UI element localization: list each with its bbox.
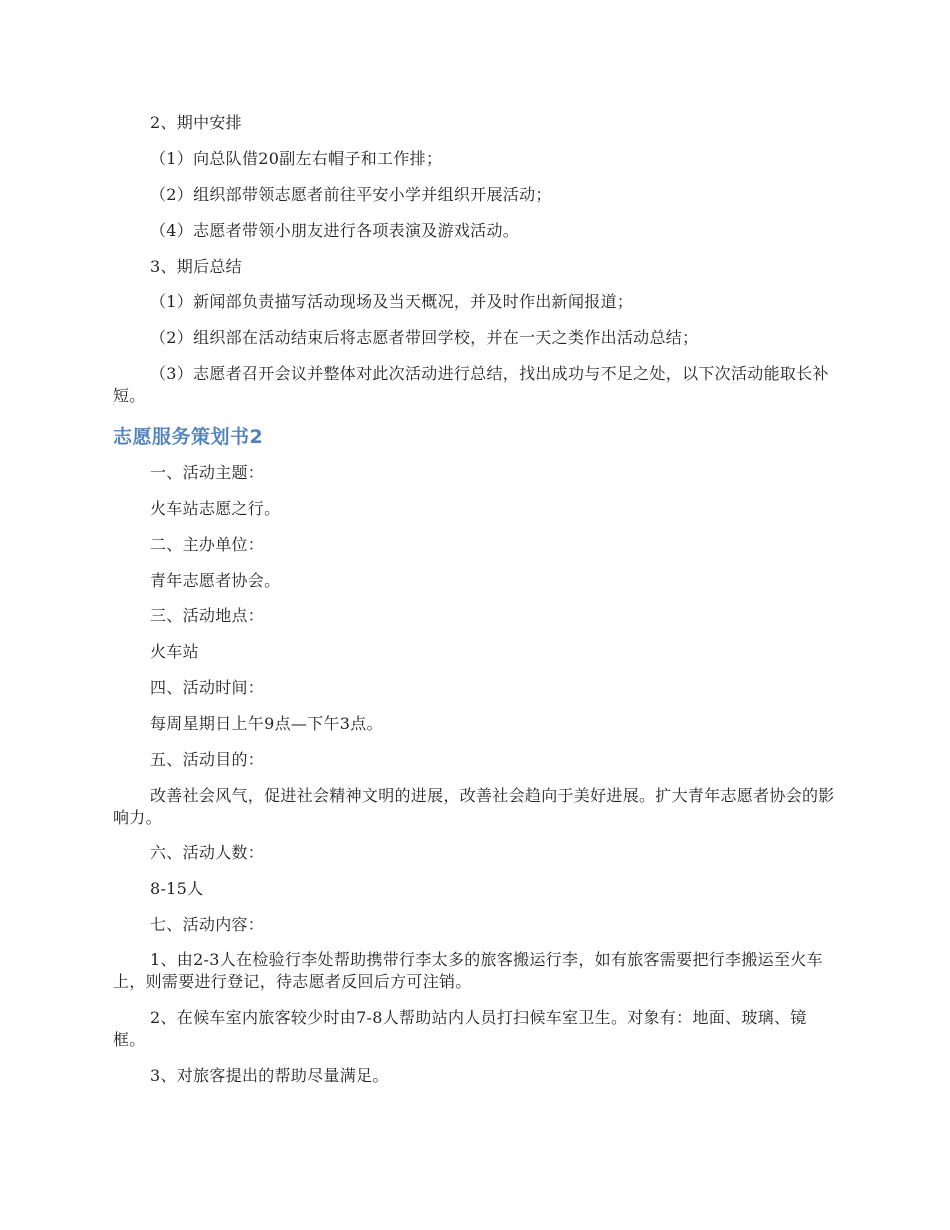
content-item-1: 1、由2-3人在检验行李处帮助携带行李太多的旅客搬运行李，如有旅客需要把行李搬运至火车上，则需要进行登记，待志愿者反回后方可注销。 (113, 950, 823, 991)
mid-item-3: （4）志愿者带领小朋友进行各项表演及游戏活动。 (150, 221, 520, 240)
theme-value: 火车站志愿之行。 (150, 499, 281, 518)
purpose-value: 改善社会风气，促进社会精神文明的进展，改善社会趋向于美好进展。扩大青年志愿者协会的影响力。 (113, 786, 835, 827)
post-item-1: （1）新闻部负责描写活动现场及当天概况，并及时作出新闻报道； (150, 292, 634, 311)
time-value: 每周星期日上午9点—下午3点。 (150, 714, 383, 733)
location-label: 三、活动地点： (150, 606, 265, 625)
post-item-3: （3）志愿者召开会议并整体对此次活动进行总结，找出成功与不足之处，以下次活动能取长补短。 (113, 364, 829, 405)
organizer-value: 青年志愿者协会。 (150, 571, 281, 590)
purpose-label: 五、活动目的： (150, 750, 265, 769)
content-item-2: 2、在候车室内旅客较少时由7-8人帮助站内人员打扫候车室卫生。对象有：地面、玻璃、镜框。 (113, 1008, 807, 1049)
theme-label: 一、活动主题： (150, 463, 265, 482)
mid-item-2: （2）组织部带领志愿者前往平安小学并组织开展活动； (150, 185, 552, 204)
content-item-3: 3、对旅客提出的帮助尽量满足。 (150, 1066, 389, 1085)
content-label: 七、活动内容： (150, 915, 265, 934)
location-value: 火车站 (150, 642, 199, 661)
organizer-label: 二、主办单位： (150, 535, 265, 554)
post-phase-title: 3、期后总结 (150, 257, 242, 276)
post-item-2: （2）组织部在活动结束后将志愿者带回学校，并在一天之类作出活动总结； (150, 328, 699, 347)
section-heading: 志愿服务策划书2 (113, 426, 264, 448)
people-value: 8-15人 (150, 879, 204, 898)
people-label: 六、活动人数： (150, 843, 265, 862)
mid-item-1: （1）向总队借20副左右帽子和工作排； (150, 149, 443, 168)
time-label: 四、活动时间： (150, 678, 265, 697)
mid-phase-title: 2、期中安排 (150, 113, 242, 132)
